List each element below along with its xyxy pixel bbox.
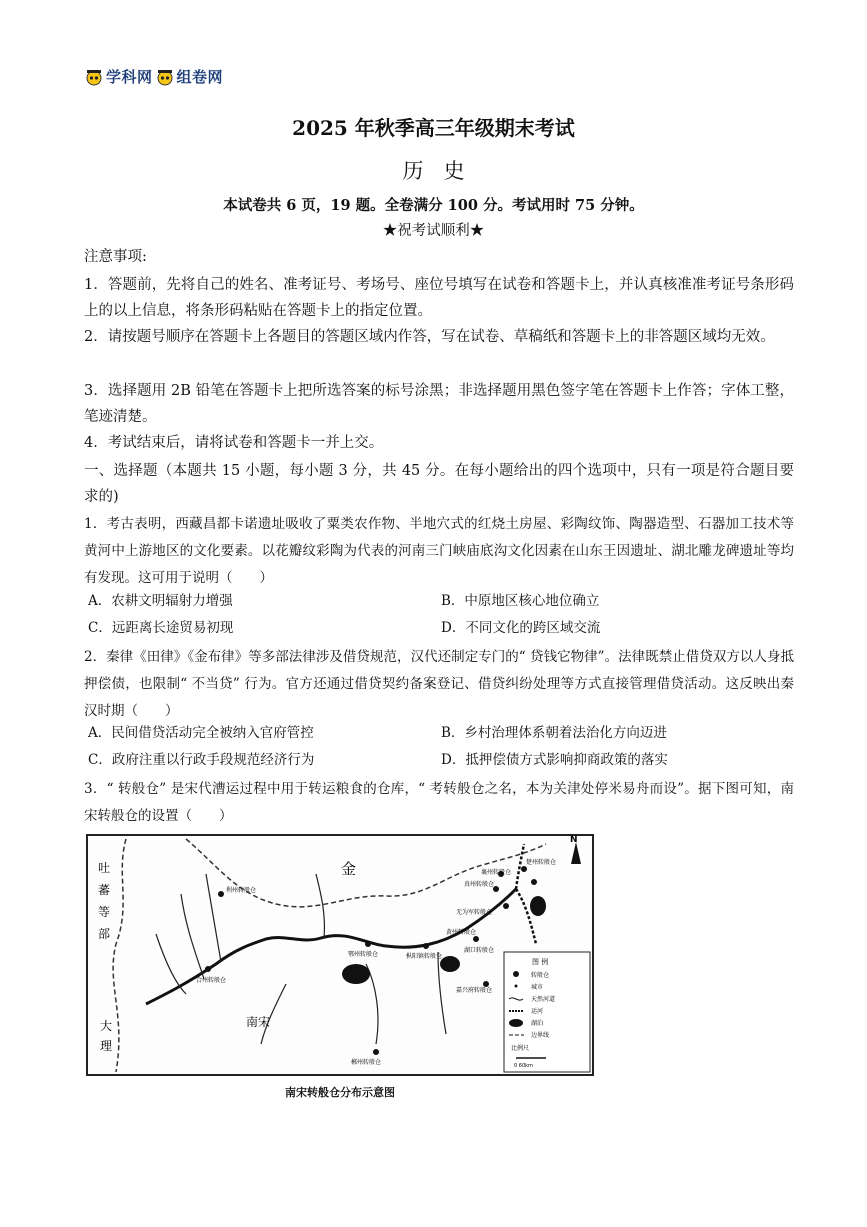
- north-label: N: [570, 835, 578, 845]
- granary-label: 枞阳镇转般仓: [406, 953, 443, 960]
- granary-label: 湖口转般仓: [464, 947, 495, 954]
- map-label-tubo-4: 部: [98, 927, 111, 941]
- legend-title: 图 例: [532, 958, 549, 966]
- map-label-tubo-2: 蕃: [98, 883, 111, 897]
- q2-option-b[interactable]: B．乡村治理体系朝着法治化方向迈进: [441, 725, 667, 741]
- granary-label: 襄州转般仓: [481, 869, 512, 876]
- legend-item: 城市: [531, 984, 544, 991]
- granary-label: 郴州转般仓: [351, 1059, 382, 1066]
- q2-option-d[interactable]: D．抵押偿债方式影响抑商政策的落实: [441, 752, 668, 768]
- map-label-dali-2: 理: [100, 1039, 113, 1053]
- q2-option-c[interactable]: C．政府注重以行政手段规范经济行为: [88, 752, 315, 768]
- southern-song-granary-map: [86, 834, 594, 1076]
- granary-label: 利州转般仓: [226, 887, 257, 894]
- site-logo: [84, 66, 223, 87]
- q1-option-a[interactable]: A．农耕文明辐射力增强: [88, 593, 233, 609]
- legend-item: 转般仓: [531, 972, 550, 979]
- legend-item: 天然河道: [531, 996, 556, 1003]
- notes-heading: 注意事项:: [84, 249, 147, 265]
- subject-title: 历史: [402, 159, 485, 183]
- legend-item: 湖泊: [531, 1020, 544, 1027]
- mascot-icon: [84, 68, 104, 86]
- q1-option-b[interactable]: B．中原地区核心地位确立: [441, 593, 600, 609]
- q1-option-d[interactable]: D．不同文化的跨区域交流: [441, 620, 601, 636]
- map-legend: [504, 952, 590, 1072]
- granary-label: 黄州转般仓: [446, 929, 477, 936]
- exam-info: 本试卷共 6 页，19 题。全卷满分 100 分。考试用时 75 分钟。: [223, 197, 644, 214]
- granary-label: 真州转般仓: [464, 881, 495, 888]
- scale-value: 0 60km: [514, 1063, 533, 1069]
- scale-label: 比例尺: [511, 1045, 530, 1052]
- note-item-1: 1．答题前，先将自己的姓名、准考证号、考场号、座位号填写在试卷和答题卡上，并认真核准准考证号条形码上的以上信息，将条形码粘贴在答题卡上的指定位置。: [84, 277, 794, 319]
- good-luck-line: ★祝考试顺利★: [382, 223, 485, 239]
- q2-option-a[interactable]: A．民间借贷活动完全被纳入官府管控: [88, 725, 314, 741]
- q1-option-c[interactable]: C．远距离长途贸易初现: [88, 620, 234, 636]
- map-label-jin: 金: [341, 860, 357, 878]
- granary-label: 无为军转般仓: [456, 909, 493, 916]
- map-caption: 南宋转般仓分布示意图: [285, 1086, 395, 1099]
- map-label-nansong: 南宋: [246, 1015, 271, 1029]
- granary-label: 楚州转般仓: [526, 859, 557, 866]
- legend-item: 边界线: [531, 1032, 550, 1039]
- question-3-stem: 3．“ 转般仓” 是宋代漕运过程中用于转运粮食的仓库，“ 考转般仓之名，本为关津处停米易舟而设”。据下图可知，南宋转般仓的设置（ ）: [84, 781, 794, 824]
- logo-text-xkw: 学科网: [106, 68, 153, 86]
- map-label-dali-1: 大: [100, 1019, 113, 1033]
- map-label-tubo-1: 吐: [98, 861, 111, 875]
- granary-label: 鄂州转般仓: [348, 951, 379, 958]
- logo-text-zjw: 组卷网: [176, 68, 224, 86]
- note-item-4: 4．考试结束后，请将试卷和答题卡一并上交。: [84, 435, 384, 451]
- mascot-icon-2: [155, 68, 175, 86]
- question-2-stem: 2．秦律《田律》《金布律》等多部法律涉及借贷规范，汉代还制定专门的“ 贷钱它物律”。法律既禁止借贷双方以人身抵押偿债，也限制“ 不当贷” 行为。官方还通过借贷契约备案登记、借贷纠纷处理等方式直接管理借贷活动。这反映出秦汉时期（ ）: [84, 649, 794, 719]
- map-label-tubo-3: 等: [98, 905, 111, 919]
- note-item-2: 2．请按题号顺序在答题卡上各题目的答题区域内作答，写在试卷、草稿纸和答题卡上的非答题区域均无效。: [84, 329, 775, 345]
- section-heading: 一、选择题（本题共 15 小题，每小题 3 分，共 45 分。在每小题给出的四个选项中，只有一项是符合题目要求的): [84, 463, 794, 505]
- note-item-3: 3．选择题用 2B 铅笔在答题卡上把所选答案的标号涂黑；非选择题用黑色签字笔在答题卡上作答；字体工整，笔迹清楚。: [84, 383, 794, 425]
- exam-title: 2025 年秋季高三年级期末考试: [292, 116, 575, 140]
- granary-label: 嘉兴府转般仓: [456, 987, 493, 994]
- granary-label: 合州转般仓: [196, 977, 227, 984]
- question-1-stem: 1．考古表明，西藏昌都卡诺遗址吸收了粟类农作物、半地穴式的红烧土房屋、彩陶纹饰、陶器造型、石器加工技术等黄河中上游地区的文化要素。以花瓣纹彩陶为代表的河南三门峡庙底沟文化因素在山东王因遗址、湖北雕龙碑遗址等均有发现。这可用于说明（ ）: [84, 516, 794, 586]
- legend-item: 运河: [531, 1008, 544, 1015]
